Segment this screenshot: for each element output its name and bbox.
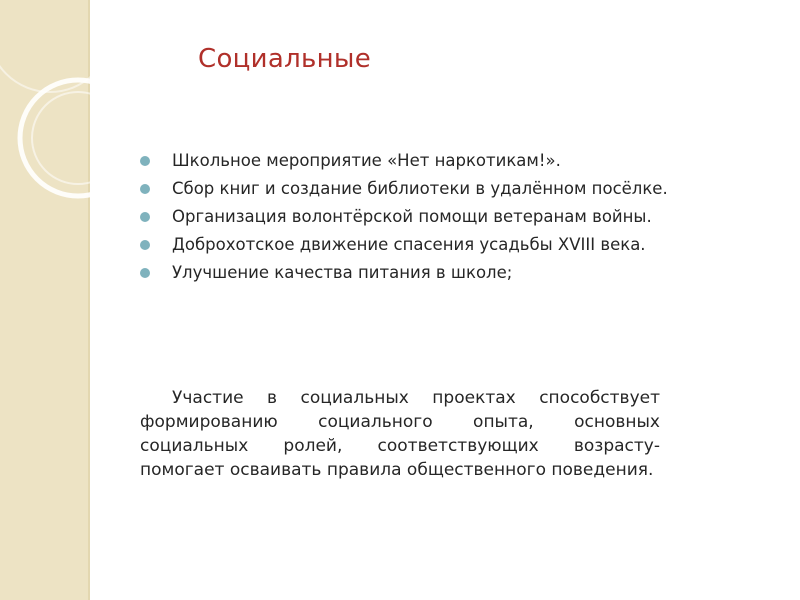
bullet-text: Школьное мероприятие «Нет наркотикам!». — [172, 151, 561, 170]
summary-paragraph: Участие в социальных проектах способствует формированию социального опыта, основных социальных ролей, соответствующих возрасту- помогает осваивать правила общественного поведения. — [140, 388, 660, 480]
bullet-icon — [140, 156, 150, 166]
slide-title: Социальные — [198, 44, 372, 74]
bullet-item — [140, 262, 680, 283]
bullet-text: Улучшение качества питания в школе; — [172, 263, 513, 282]
bullet-text: Организация волонтёрской помощи ветеранам войны. — [172, 207, 652, 226]
bullet-icon — [140, 184, 150, 194]
bullet-item — [140, 178, 680, 199]
bullet-item — [140, 206, 680, 227]
bullet-icon — [140, 240, 150, 250]
bullet-item — [140, 150, 680, 171]
decorative-rings-icon — [0, 0, 140, 200]
bullet-icon — [140, 268, 150, 278]
bullet-text: Сбор книг и создание библиотеки в удалённом посёлке. — [172, 179, 668, 198]
bullet-text: Доброхотское движение спасения усадьбы XVIII века. — [172, 235, 646, 254]
bullet-item — [140, 234, 680, 255]
bullet-icon — [140, 212, 150, 222]
bullet-list — [140, 150, 680, 290]
